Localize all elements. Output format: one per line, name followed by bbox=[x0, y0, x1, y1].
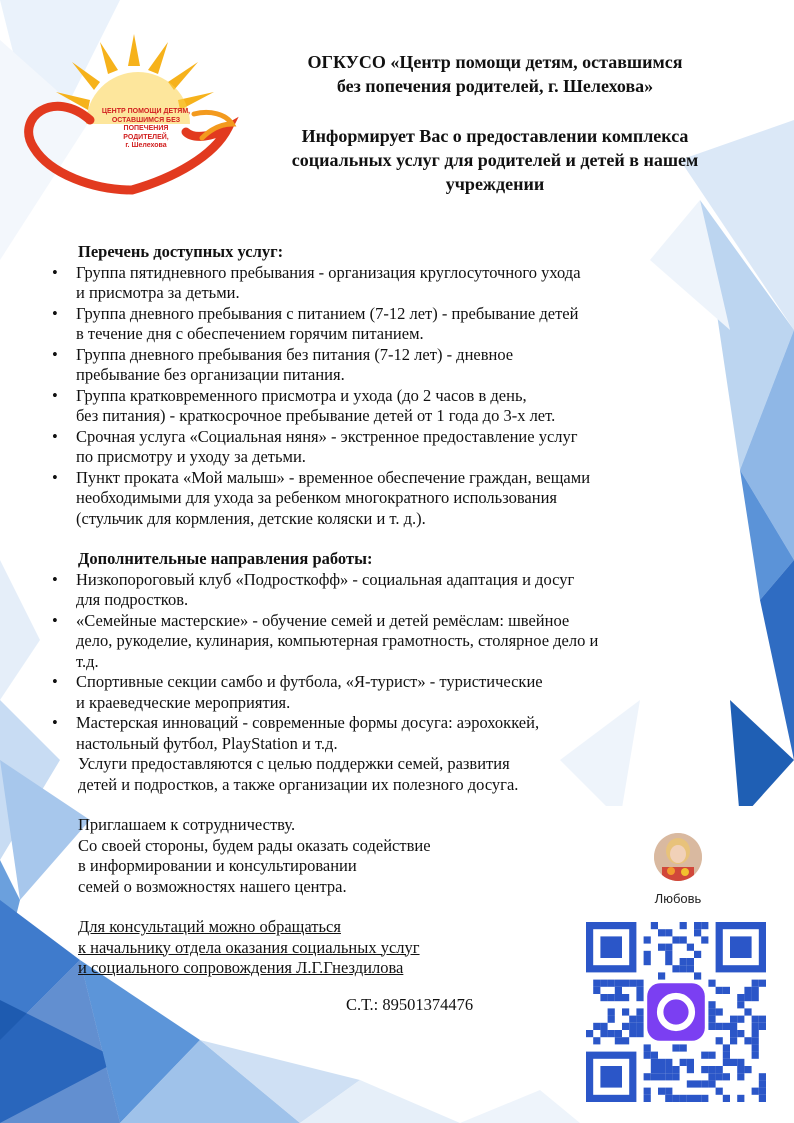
extra-title: Дополнительные направления работы: bbox=[78, 549, 373, 568]
list-item: • Группа кратковременного присмотра и ухода (до 2 часов в день, без питания) - краткосрочное пребывание детей от 1 года до 3-х лет. bbox=[52, 385, 556, 425]
list-item: • Группа дневного пребывания без питания (7-12 лет) - дневное пребывание без организации питания. bbox=[52, 344, 514, 384]
purpose-text: Услуги предоставляются с целью поддержки семей, развития детей и подростков, а также организации их полезного досуга. bbox=[78, 754, 519, 794]
list-item: • Срочная услуга «Социальная няня» - экстренное предоставление услуг по присмотру и уходу за детьми. bbox=[52, 426, 578, 466]
contact-name: Любовь bbox=[654, 891, 702, 906]
phone-number: С.Т.: 89501374476 bbox=[346, 994, 474, 1014]
list-item: • Группа пятидневного пребывания - организация круглосуточного ухода и присмотра за детьми. bbox=[52, 262, 581, 302]
page-header bbox=[250, 50, 740, 196]
center-logo bbox=[14, 28, 244, 198]
list-item: • Низкопороговый клуб «Подросткофф» - социальная адаптация и досуг для подростков. bbox=[52, 569, 575, 609]
list-item: • «Семейные мастерские» - обучение семей и детей ремёслам: швейное дело, рукоделие, кулинария, компьютерная грамотность, столярное дело и т.д. bbox=[52, 610, 599, 671]
logo-text: ЦЕНТР ПОМОЩИ ДЕТЯМ, ОСТАВШИМСЯ БЕЗ ПОПЕЧЕНИЯ РОДИТЕЛЕЙ, г. Шелехова bbox=[101, 108, 191, 149]
list-item: • Группа дневного пребывания с питанием (7-12 лет) - пребывание детей в течение дня с обеспечением горячим питанием. bbox=[52, 303, 579, 343]
qr-code[interactable] bbox=[586, 922, 766, 1102]
contact-info: Для консультаций можно обращаться к начальнику отдела оказания социальных услуг и социального сопровождения Л.Г.Гнездилова bbox=[78, 917, 420, 977]
organization-name: ОГКУСО «Центр помощи детям, оставшимся без попечения родителей, г. Шелехова» bbox=[307, 52, 683, 96]
avatar bbox=[654, 833, 702, 881]
informs-heading: Информирует Вас о предоставлении комплекса социальных услуг для родителей и детей в нашем учреждении bbox=[291, 126, 699, 194]
list-item: • Спортивные секции самбо и футбола, «Я-турист» - туристические и краеведческие мероприятия. bbox=[52, 672, 543, 712]
invite-text: Приглашаем к сотрудничеству. Со своей стороны, будем рады оказать содействие в информировании и консультировании семей о возможностях нашего центра. bbox=[78, 815, 431, 896]
list-item: • Пункт проката «Мой малыш» - временное обеспечение граждан, вещами необходимыми для ухода за ребенком многократного использования (стульчик для кормления, детские коляски и т. д.). bbox=[52, 467, 591, 528]
list-item: • Мастерская инноваций - современные формы досуга: аэрохоккей, настольный футбол, PlayStation и т.д. bbox=[52, 713, 540, 753]
services-title: Перечень доступных услуг: bbox=[78, 242, 284, 261]
